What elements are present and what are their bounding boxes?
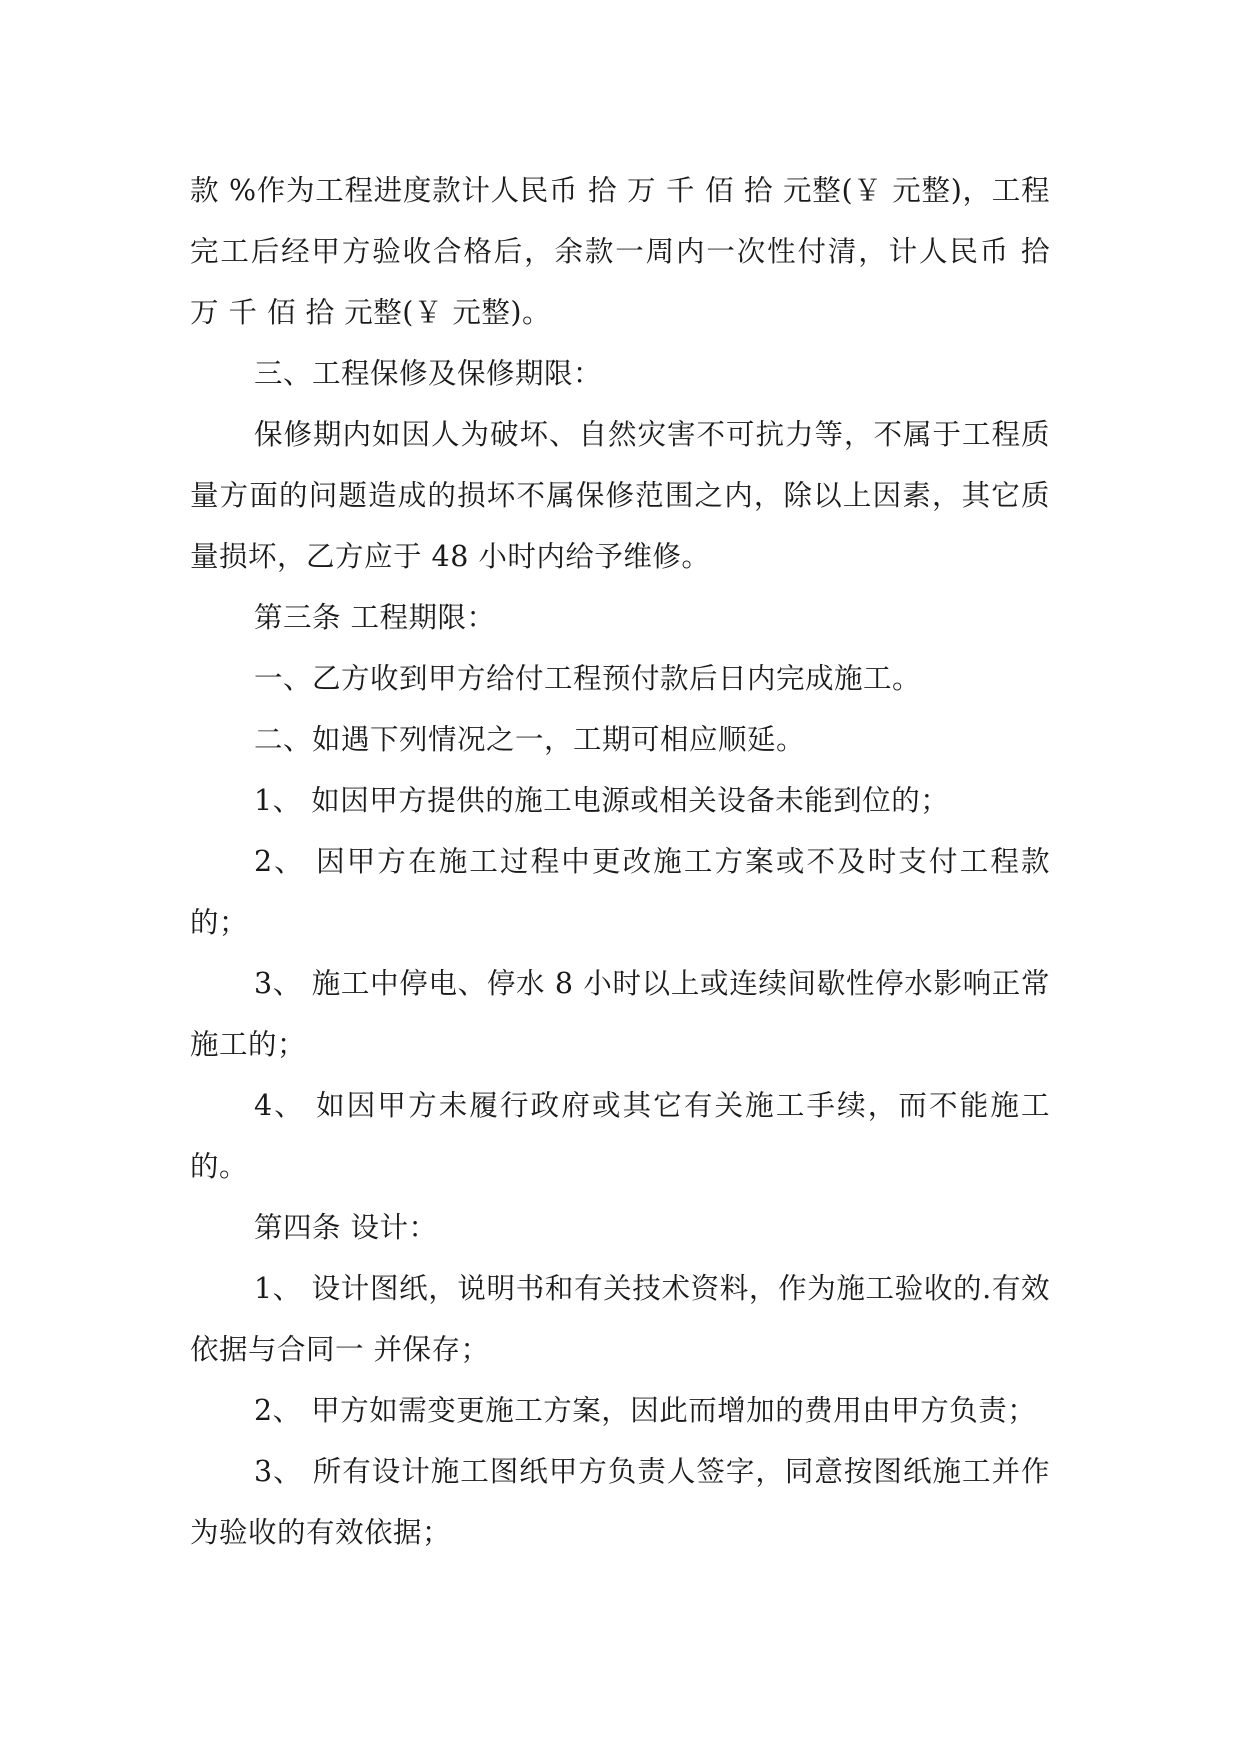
paragraph-payment-terms: 款 %作为工程进度款计人民币 拾 万 千 佰 拾 元整(￥ 元整)，工程完工后经甲方验收合格后，余款一周内一次性付清，计人民币 拾 万 千 佰 拾 元整(￥ 元整)。 [190,174,1050,329]
list-item-extension-4: 4、 如因甲方未履行政府或其它有关施工手续，而不能施工的。 [190,1089,1050,1183]
paragraph-warranty-scope: 保修期内如因人为破坏、自然灾害不可抗力等，不属于工程质量方面的问题造成的损坏不属保修范围之内，除以上因素，其它质量损坏，乙方应于 48 小时内给予维修。 [190,418,1050,573]
list-item-design-3: 3、 所有设计施工图纸甲方负责人签字，同意按图纸施工并作为验收的有效依据； [190,1455,1050,1549]
heading-warranty: 三、工程保修及保修期限： [254,357,603,390]
list-item-extension-2: 2、 因甲方在施工过程中更改施工方案或不及时支付工程款的； [190,845,1050,939]
list-item-extension-3: 3、 施工中停电、停水 8 小时以上或连续间歇性停水影响正常施工的； [190,967,1050,1061]
document-body [190,160,1050,1563]
heading-article-3: 第三条 工程期限： [254,601,496,634]
paragraph-completion: 一、乙方收到甲方给付工程预付款后日内完成施工。 [254,662,922,695]
heading-article-4: 第四条 设计： [254,1211,438,1244]
list-item-extension-1: 1、 如因甲方提供的施工电源或相关设备未能到位的； [254,784,950,817]
list-item-design-1: 1、 设计图纸，说明书和有关技术资料，作为施工验收的.有效依据与合同一 并保存； [190,1272,1050,1366]
list-item-design-2: 2、 甲方如需变更施工方案，因此而增加的费用由甲方负责； [254,1394,1037,1427]
paragraph-extension: 二、如遇下列情况之一，工期可相应顺延。 [254,723,806,756]
